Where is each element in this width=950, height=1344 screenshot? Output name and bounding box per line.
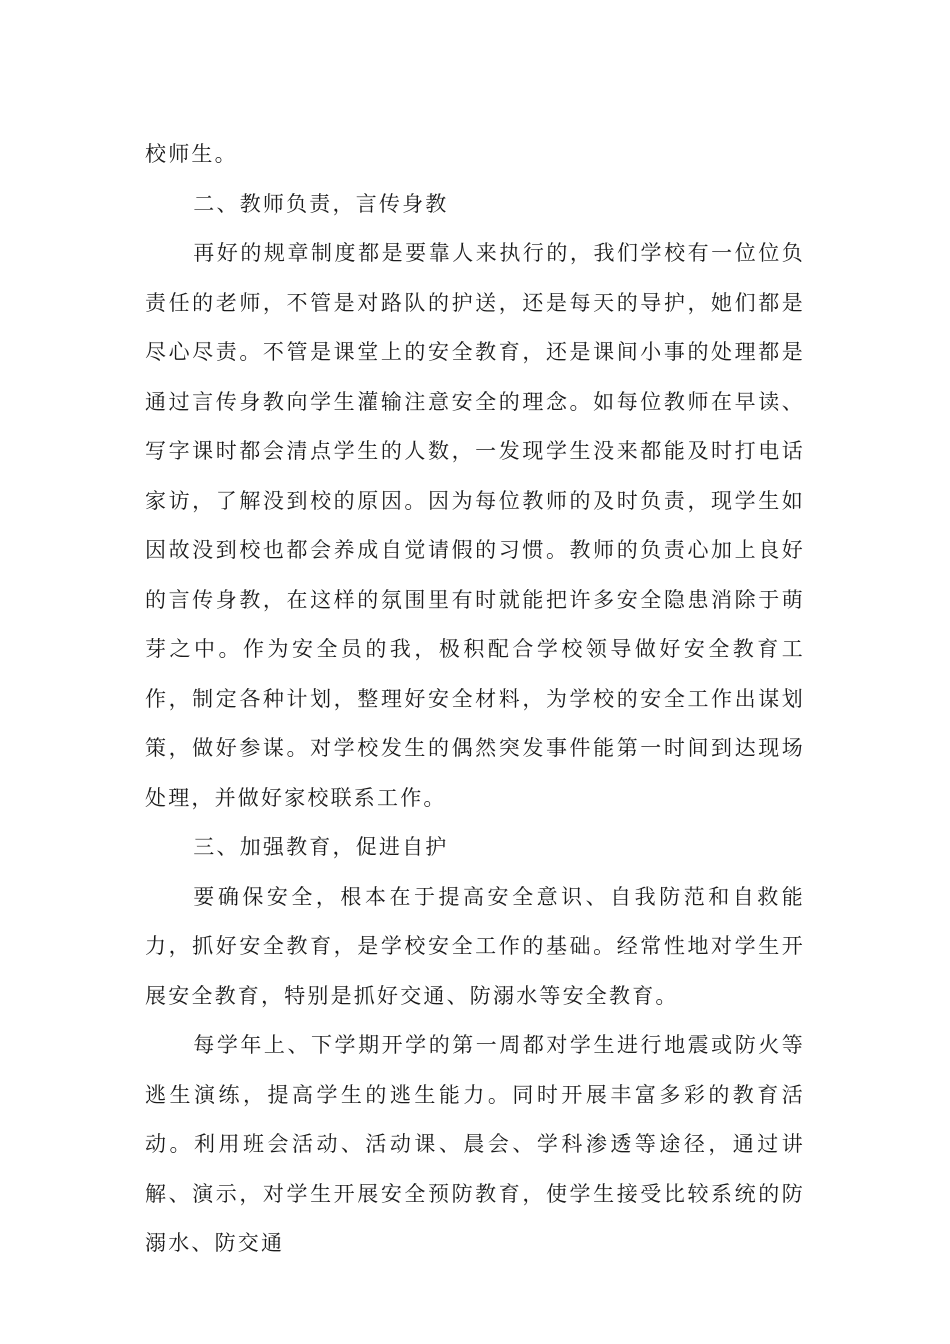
section-heading-3: 三、加强教育，促进自护 [193,835,449,859]
document-body [145,130,805,1269]
paragraph-teacher-responsibility: 再好的规章制度都是要靠人来执行的，我们学校有一位位负责任的老师，不管是对路队的护送，还是每天的导护，她们都是尽心尽责。不管是课堂上的安全教育，还是课间小事的处理都是通过言传身教向学生灌输注意安全的理念。如每位教师在早读、写字课时都会清点学生的人数，一发现学生没来都能及时打电话家访，了解没到校的原因。因为每位教师的及时负责，现学生如因故没到校也都会养成自觉请假的习惯。教师的负责心加上良好的言传身教，在这样的氛围里有时就能把许多安全隐患消除于萌芽之中。作为安全员的我，极积配合学校领导做好安全教育工作，制定各种计划，整理好安全材料，为学校的安全工作出谋划策，做好参谋。对学校发生的偶然突发事件能第一时间到达现场处理，并做好家校联系工作。 [145,241,805,810]
paragraph-safety-education: 要确保安全，根本在于提高安全意识、自我防范和自救能力，抓好安全教育，是学校安全工作的基础。经常性地对学生开展安全教育，特别是抓好交通、防溺水等安全教育。 [145,884,805,1008]
section-heading-2: 二、教师负责，言传身教 [193,191,449,216]
paragraph-continuation: 校师生。 [145,142,238,166]
paragraph-drills-activities: 每学年上、下学期开学的第一周都对学生进行地震或防火等逃生演练，提高学生的逃生能力。同时开展丰富多彩的教育活动。利用班会活动、活动课、晨会、学科渗透等途径，通过讲解、演示，对学生开展安全预防教育，使学生接受比较系统的防溺水、防交通 [145,1033,805,1255]
